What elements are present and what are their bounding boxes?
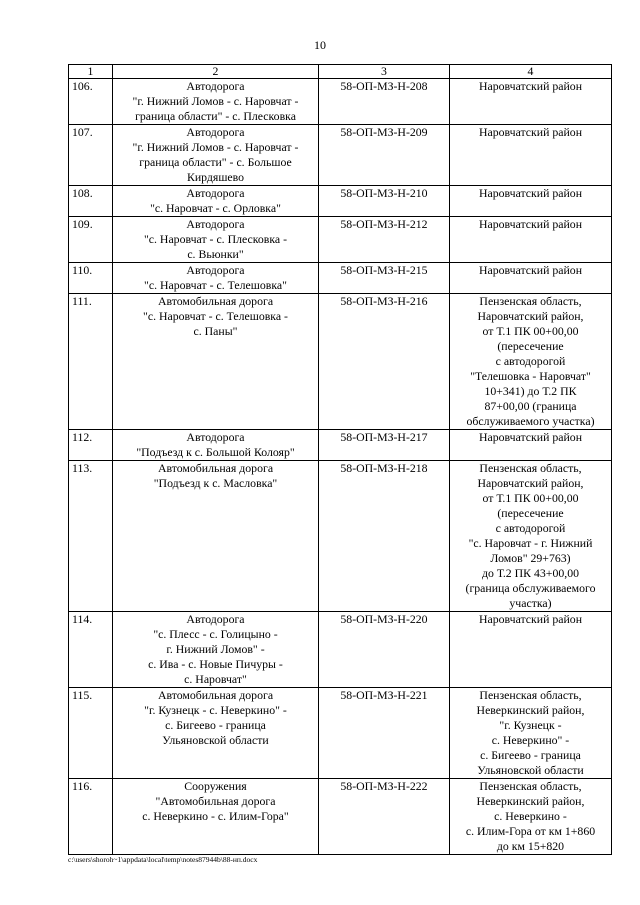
table-row — [69, 79, 612, 125]
road-location — [450, 125, 612, 186]
road-location-line: Пензенская область, — [479, 779, 582, 793]
table-body — [69, 65, 612, 855]
row-number: 110. — [69, 263, 113, 294]
road-name-line: с. Ива - с. Новые Пичуры - — [148, 657, 283, 671]
road-name-line: с. Вьюнки" — [187, 247, 244, 261]
road-name — [113, 612, 319, 688]
road-location-line: до км 15+820 — [496, 839, 565, 853]
header-col-4: 4 — [450, 65, 612, 79]
road-location-line: 87+00,00 (граница — [484, 399, 577, 413]
road-name — [113, 294, 319, 430]
road-name — [113, 263, 319, 294]
road-name-line: Автодорога — [186, 125, 245, 139]
road-location-line: Пензенская область, — [479, 461, 582, 475]
road-location-line: участка) — [509, 596, 552, 610]
road-code: 58-ОП-МЗ-Н-221 — [319, 688, 450, 779]
road-location-line: (пересечение — [497, 506, 564, 520]
page-number: 10 — [314, 38, 326, 52]
road-name-line: Автодорога — [186, 612, 245, 626]
row-number: 107. — [69, 125, 113, 186]
road-name-line: "г. Нижний Ломов - с. Наровчат - — [132, 140, 299, 154]
row-number: 106. — [69, 79, 113, 125]
road-name-line: Автодорога — [186, 430, 245, 444]
road-location — [450, 263, 612, 294]
road-name-line: Автомобильная дорога — [157, 461, 274, 475]
road-location-line: Неверкинский район, — [476, 703, 585, 717]
road-location-line: Наровчатский район — [478, 125, 583, 139]
row-number: 116. — [69, 779, 113, 855]
table-row — [69, 461, 612, 612]
row-number: 113. — [69, 461, 113, 612]
road-name — [113, 430, 319, 461]
road-location-line: Наровчатский район — [478, 612, 583, 626]
road-name — [113, 79, 319, 125]
road-location-line: "с. Наровчат - г. Нижний — [468, 536, 593, 550]
road-name — [113, 217, 319, 263]
road-location-line: Ульяновской области — [477, 763, 584, 777]
road-location-line: с автодорогой — [495, 521, 566, 535]
road-code: 58-ОП-МЗ-Н-218 — [319, 461, 450, 612]
road-location-line: Наровчатский район — [478, 79, 583, 93]
road-location — [450, 294, 612, 430]
road-name-line: Автодорога — [186, 217, 245, 231]
row-number: 111. — [69, 294, 113, 430]
road-location-line: (пересечение — [497, 339, 564, 353]
road-name-line: Сооружения — [184, 779, 247, 793]
road-name-line: "с. Наровчат - с. Телешовка" — [144, 278, 287, 292]
road-name — [113, 186, 319, 217]
road-code: 58-ОП-МЗ-Н-215 — [319, 263, 450, 294]
road-location-line: Наровчатский район, — [477, 476, 584, 490]
road-code: 58-ОП-МЗ-Н-220 — [319, 612, 450, 688]
road-location — [450, 430, 612, 461]
table-row — [69, 217, 612, 263]
row-number: 109. — [69, 217, 113, 263]
row-number: 114. — [69, 612, 113, 688]
road-name-line: граница области" - с. Большое — [139, 155, 292, 169]
road-location-line: с. Неверкино" - — [491, 733, 570, 747]
road-name — [113, 688, 319, 779]
road-location-line: "г. Кузнецк - — [499, 718, 562, 732]
road-name-line: граница области" - с. Плесковка — [135, 109, 296, 123]
road-location-line: Ломов" 29+763) — [490, 551, 571, 565]
road-location-line: обслуживаемого участка) — [466, 414, 595, 428]
road-name-line: Автодорога — [186, 263, 245, 277]
road-location-line: Наровчатский район — [478, 430, 583, 444]
header-col-3: 3 — [319, 65, 450, 79]
road-location — [450, 779, 612, 855]
road-location-line: Наровчатский район — [478, 186, 583, 200]
road-location-line: Наровчатский район, — [477, 309, 584, 323]
road-location-line: с. Неверкино - — [494, 809, 567, 823]
table-row — [69, 612, 612, 688]
row-number: 112. — [69, 430, 113, 461]
road-location-line: (граница обслуживаемого — [465, 581, 596, 595]
road-name-line: "г. Кузнецк - с. Неверкино" - — [144, 703, 287, 717]
road-location — [450, 688, 612, 779]
footer-file-path: c:\users\shoroh~1\appdata\local\temp\notes87944b\88-нп.docx — [68, 855, 258, 864]
road-code: 58-ОП-МЗ-Н-210 — [319, 186, 450, 217]
road-code: 58-ОП-МЗ-Н-222 — [319, 779, 450, 855]
road-location-line: Пензенская область, — [479, 294, 582, 308]
road-location-line: с автодорогой — [495, 354, 566, 368]
road-location — [450, 217, 612, 263]
road-location-line: 10+341) до Т.2 ПК — [484, 384, 577, 398]
table-header-row — [69, 65, 612, 79]
road-name-line: "Автомобильная дорога — [155, 794, 276, 808]
road-name-line: "с. Плесс - с. Голицыно - — [153, 627, 278, 641]
road-location — [450, 186, 612, 217]
road-name-line: "с. Наровчат - с. Телешовка - — [143, 309, 288, 323]
road-location-line: Наровчатский район — [478, 217, 583, 231]
row-number: 115. — [69, 688, 113, 779]
road-code: 58-ОП-МЗ-Н-212 — [319, 217, 450, 263]
road-location-line: до Т.2 ПК 43+00,00 — [481, 566, 579, 580]
table-row — [69, 125, 612, 186]
road-name-line: Автодорога — [186, 186, 245, 200]
road-location-line: с. Илим-Гора от км 1+860 — [465, 824, 596, 838]
road-name-line: "г. Нижний Ломов - с. Наровчат - — [132, 94, 299, 108]
table-row — [69, 263, 612, 294]
road-name-line: с. Паны" — [193, 324, 238, 338]
road-name-line: Кирдяшево — [186, 170, 245, 184]
road-code: 58-ОП-МЗ-Н-208 — [319, 79, 450, 125]
road-name-line: "с. Наровчат - с. Плесковка - — [143, 232, 288, 246]
road-code: 58-ОП-МЗ-Н-216 — [319, 294, 450, 430]
road-location-line: Наровчатский район — [478, 263, 583, 277]
road-name — [113, 779, 319, 855]
row-number: 108. — [69, 186, 113, 217]
road-code: 58-ОП-МЗ-Н-209 — [319, 125, 450, 186]
road-name-line: с. Неверкино - с. Илим-Гора" — [142, 809, 289, 823]
road-name — [113, 125, 319, 186]
header-col-2: 2 — [113, 65, 319, 79]
road-location — [450, 79, 612, 125]
table-row — [69, 430, 612, 461]
road-location-line: от Т.1 ПК 00+00,00 — [482, 324, 579, 338]
road-name-line: "Подъезд к с. Большой Колояр" — [136, 445, 295, 459]
header-col-1: 1 — [69, 65, 113, 79]
road-location — [450, 612, 612, 688]
table-row — [69, 779, 612, 855]
road-name-line: Автомобильная дорога — [157, 688, 274, 702]
table-row — [69, 688, 612, 779]
road-name-line: "Подъезд к с. Масловка" — [153, 476, 278, 490]
road-location-line: Неверкинский район, — [476, 794, 585, 808]
road-name — [113, 461, 319, 612]
table-row — [69, 294, 612, 430]
roads-registry-table — [68, 64, 612, 855]
road-location-line: Пензенская область, — [479, 688, 582, 702]
road-location-line: от Т.1 ПК 00+00,00 — [482, 491, 579, 505]
road-location-line: "Телешовка - Наровчат" — [470, 369, 591, 383]
road-location-line: с. Бигеево - граница — [480, 748, 581, 762]
road-code: 58-ОП-МЗ-Н-217 — [319, 430, 450, 461]
road-name-line: г. Нижний Ломов" - — [166, 642, 265, 656]
road-name-line: "с. Наровчат - с. Орловка" — [150, 201, 281, 215]
road-name-line: Ульяновской области — [162, 733, 269, 747]
table-row — [69, 186, 612, 217]
road-name-line: с. Бигеево - граница — [165, 718, 266, 732]
road-name-line: с. Наровчат" — [184, 672, 247, 686]
road-name-line: Автомобильная дорога — [157, 294, 274, 308]
road-location — [450, 461, 612, 612]
road-name-line: Автодорога — [186, 79, 245, 93]
